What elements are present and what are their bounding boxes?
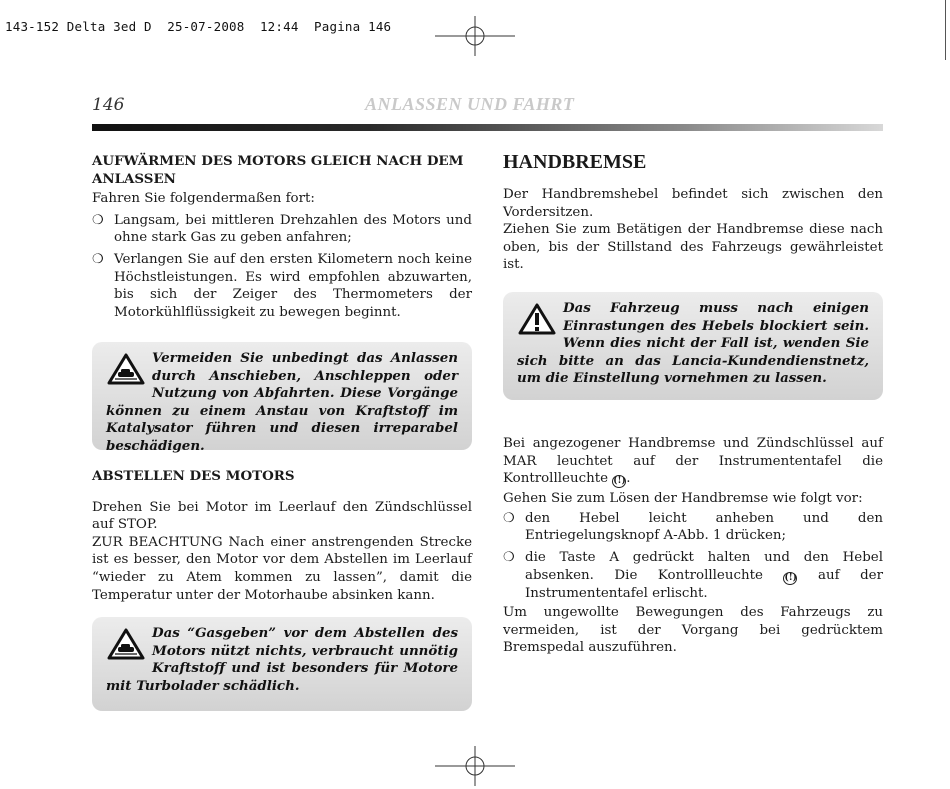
crop-edge bbox=[945, 0, 950, 60]
list-item bbox=[503, 510, 883, 545]
list-item bbox=[92, 212, 472, 247]
bullet-circle-icon: ❍ bbox=[92, 212, 104, 228]
list-item bbox=[92, 251, 472, 321]
header-rule bbox=[92, 124, 883, 131]
right-column-bottom bbox=[503, 435, 883, 657]
warning-triangle-exclamation-icon bbox=[517, 302, 557, 336]
handbrake-paragraph-5: Um ungewollte Bewegungen des Fahrzeugs zu vermeiden, ist der Vorgang bei gedrücktem Bremspedal auszuführen. bbox=[503, 605, 883, 656]
brake-warning-lamp-icon: (!) bbox=[784, 572, 797, 583]
page-number: 146 bbox=[92, 95, 125, 115]
print-slug: 143-152 Delta 3ed D 25-07-2008 12:44 Pagina 146 bbox=[5, 19, 392, 34]
stop-heading: ABSTELLEN DES MOTORS bbox=[92, 468, 295, 484]
warning-triangle-car-icon bbox=[106, 627, 146, 661]
warning-triangle-car-icon bbox=[106, 352, 146, 386]
warning-box-start bbox=[92, 342, 472, 454]
stop-paragraph: Drehen Sie bei Motor im Leerlauf den Zündschlüssel auf STOP. bbox=[92, 499, 472, 533]
brake-warning-lamp-icon: (!) bbox=[613, 476, 626, 487]
left-column-bottom bbox=[92, 468, 472, 604]
bullet-circle-icon: ❍ bbox=[503, 510, 515, 526]
handbrake-paragraph-3: Bei angezogener Handbremse und Zündschlüssel auf MAR leuchtet auf der Instrumententafel die Kontrollleuchte (!). bbox=[503, 436, 883, 487]
bullet-text: Langsam, bei mittleren Drehzahlen des Motors und ohne stark Gas zu geben anfahren; bbox=[114, 212, 472, 246]
registration-mark-top bbox=[435, 16, 515, 56]
bullet-text: den Hebel leicht anheben und den Entriegelungsknopf A-Abb. 1 drücken; bbox=[525, 510, 883, 544]
list-item bbox=[503, 549, 883, 602]
handbrake-heading: HANDBREMSE bbox=[503, 151, 647, 173]
handbrake-paragraph-1: Der Handbremshebel befindet sich zwischen den Vordersitzen. bbox=[503, 187, 883, 220]
warning-text: Vermeiden Sie unbedingt das Anlassen durch Anschieben, Anschleppen oder Nutzung von Abfahrten. Diese Vorgänge können zu einem Anstau von Kraftstoff im Katalysator führen und diesen irreparabel beschädigen. bbox=[106, 350, 458, 454]
bullet-text: Verlangen Sie auf den ersten Kilometern noch keine Höchstleistungen. Es wird empfohlen abzuwarten, bis sich der Zeiger des Thermometers der Motorkühlflüssigkeit zu bewegen beginnt. bbox=[114, 251, 472, 320]
warmup-heading: AUFWÄRMEN DES MOTORS GLEICH NACH DEM ANLASSEN bbox=[92, 153, 464, 187]
bullet-circle-icon: ❍ bbox=[92, 251, 104, 267]
bullet-circle-icon: ❍ bbox=[503, 549, 515, 565]
warning-box-stop bbox=[92, 617, 472, 711]
note-paragraph: ZUR BEACHTUNG Nach einer anstrengenden Strecke ist es besser, den Motor vor dem Abstellen im Leerlauf “wieder zu Atem kommen zu lassen”, damit die Temperatur unter der Motorhaube absinken kann. bbox=[92, 534, 472, 603]
bullet-text: die Taste A gedrückt halten und den Hebel absenken. Die Kontrollleuchte (!) auf der Instrumententafel erlischt. bbox=[525, 549, 884, 601]
left-column-top bbox=[92, 153, 472, 321]
warning-box-handbrake bbox=[503, 292, 883, 400]
warmup-intro: Fahren Sie folgendermaßen fort: bbox=[92, 191, 315, 207]
warning-text: Das “Gasgeben” vor dem Abstellen des Motors nützt nichts, verbraucht unnötig Kraftstoff und ist besonders für Motore mit Turbolader schädlich. bbox=[106, 625, 458, 694]
running-title: ANLASSEN UND FAHRT bbox=[365, 94, 575, 114]
handbrake-paragraph-2: Ziehen Sie zum Betätigen der Handbremse diese nach oben, bis der Stillstand des Fahrzeugs gewährleistet ist. bbox=[503, 222, 883, 273]
registration-mark-bottom bbox=[435, 746, 515, 786]
handbrake-paragraph-4: Gehen Sie zum Lösen der Handbremse wie folgt vor: bbox=[503, 491, 863, 507]
warning-text: Das Fahrzeug muss nach einigen Einrastungen des Hebels blockiert sein. Wenn dies nicht der Fall ist, wenden Sie sich bitte an das Lancia-Kundendienstnetz, um die Einstellung vornehmen zu lassen. bbox=[517, 300, 869, 387]
right-column-top bbox=[503, 150, 883, 274]
